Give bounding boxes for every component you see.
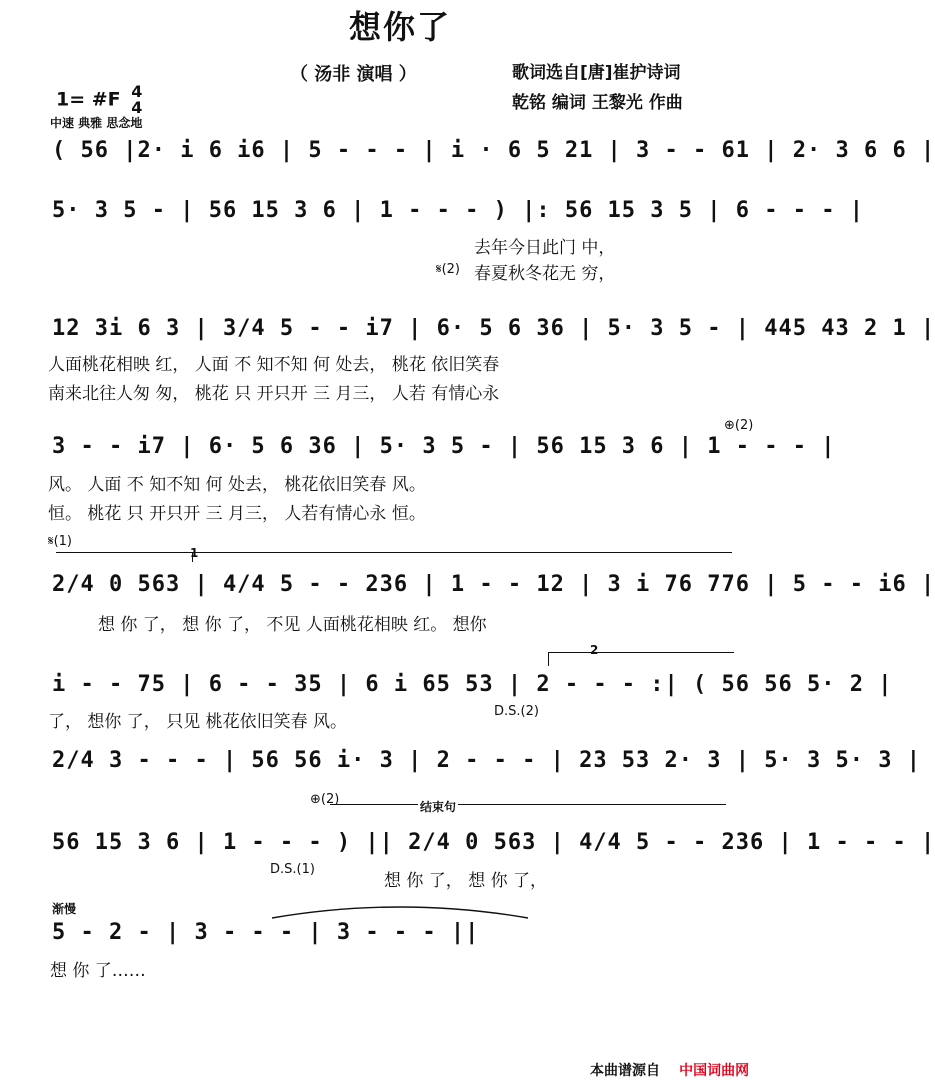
score-line-2: 5· 3 5 - | 56 15 3 6 | 1 - - - ) |: 56 15 3 5 | 6 - - - | [52,198,864,223]
time-sig-bottom: 4 [131,98,143,117]
time-sig-top: 4 [131,82,143,101]
ending-label: 结束句 [420,800,457,814]
lyrics-source: 歌词选自[唐]崔护诗词 [512,63,681,83]
singer-credit: （ 汤非 演唱 ） [290,64,417,85]
lyric-line-8: 想 你 了， 想 你 了， [384,871,548,891]
ending-line [330,804,726,805]
volta-line [192,552,732,553]
time-signature [131,84,142,116]
volta-2-hook [548,652,549,666]
lyric-line-2-verse-1: 去年今日此门 中， [474,238,616,258]
segno-mark-2: 𝄋(2) [436,262,461,277]
authors-credit: 乾铭 编词 王黎光 作曲 [512,93,683,113]
key-label: 1= #F [56,88,121,111]
score-line-8: 56 15 3 6 | 1 - - - ) || 2/4 0 563 | 4/4 5 - - 236 | 1 - - - | [52,830,935,855]
source-prefix: 本曲谱源自 [590,1063,660,1079]
score-line-1: ( 56 |2· i 6 i6 | 5 - - - | i · 6 5 21 | 3 - - 61 | 2· 3 6 6 | [52,138,935,163]
key-signature [56,84,142,116]
coda-mark: ⊕(2) [724,418,754,433]
score-line-5: 2/4 0 563 | 4/4 5 - - 236 | 1 - - 12 | 3 i 76 776 | 5 - - i6 | [52,572,935,597]
segno-mark-1: 𝄋(1) [48,534,73,549]
volta-1-bracket [56,552,192,553]
volta-1-number: 1 [190,546,199,560]
lyric-line-9: 想 你 了…… [50,961,146,981]
source-footer [590,1060,749,1080]
lyric-line-4-verse-1: 风。 人面 不 知不知 何 处去， 桃花依旧笑春 风。 [48,475,426,495]
score-line-6: i - - 75 | 6 - - 35 | 6 i 65 53 | 2 - - - :| ( 56 56 5· 2 | [52,672,893,697]
score-line-4: 3 - - i7 | 6· 5 6 36 | 5· 3 5 - | 56 15 3 6 | 1 - - - | [52,434,836,459]
song-title: 想你了 [348,8,451,46]
lyric-line-6: 了， 想你 了， 只见 桃花依旧笑春 风。 [48,712,348,732]
volta-2-number: 2 [590,643,599,657]
ds-mark-2: D.S.(2) [494,704,539,719]
lyric-line-2-verse-2: 春夏秋冬花无 穷， [474,264,616,284]
score-line-3: 12 3i 6 3 | 3/4 5 - - i7 | 6· 5 6 36 | 5· 3 5 - | 445 43 2 1 | [52,316,935,341]
tempo-marking: 中速 典雅 思念地 [50,116,143,130]
ds-mark-1: D.S.(1) [270,862,315,877]
lyric-line-4-verse-2: 恒。 桃花 只 开只开 三 月三， 人若有情心永 恒。 [48,504,426,524]
lyric-line-5: 想 你 了， 想 你 了， 不见 人面桃花相映 红。 想你 [98,615,487,635]
score-line-7: 2/4 3 - - - | 56 56 i· 3 | 2 - - - | 23 53 2· 3 | 5· 3 5· 3 | [52,748,921,773]
coda-mark-ending: ⊕(2) [310,792,340,807]
volta-2-bracket [548,652,734,653]
lyric-line-3-verse-2: 南来北往人匆 匆， 桃花 只 开只开 三 月三， 人若 有情心永 [48,384,500,404]
score-line-9: 5 - 2 - | 3 - - - | 3 - - - || [52,920,480,945]
lyric-line-3-verse-1: 人面桃花相映 红， 人面 不 知不知 何 处去， 桃花 依旧笑春 [48,355,500,375]
slur-ending [270,900,530,920]
ritardando-mark: 渐慢 [52,902,77,916]
source-site-link[interactable]: 中国词曲网 [679,1063,750,1079]
